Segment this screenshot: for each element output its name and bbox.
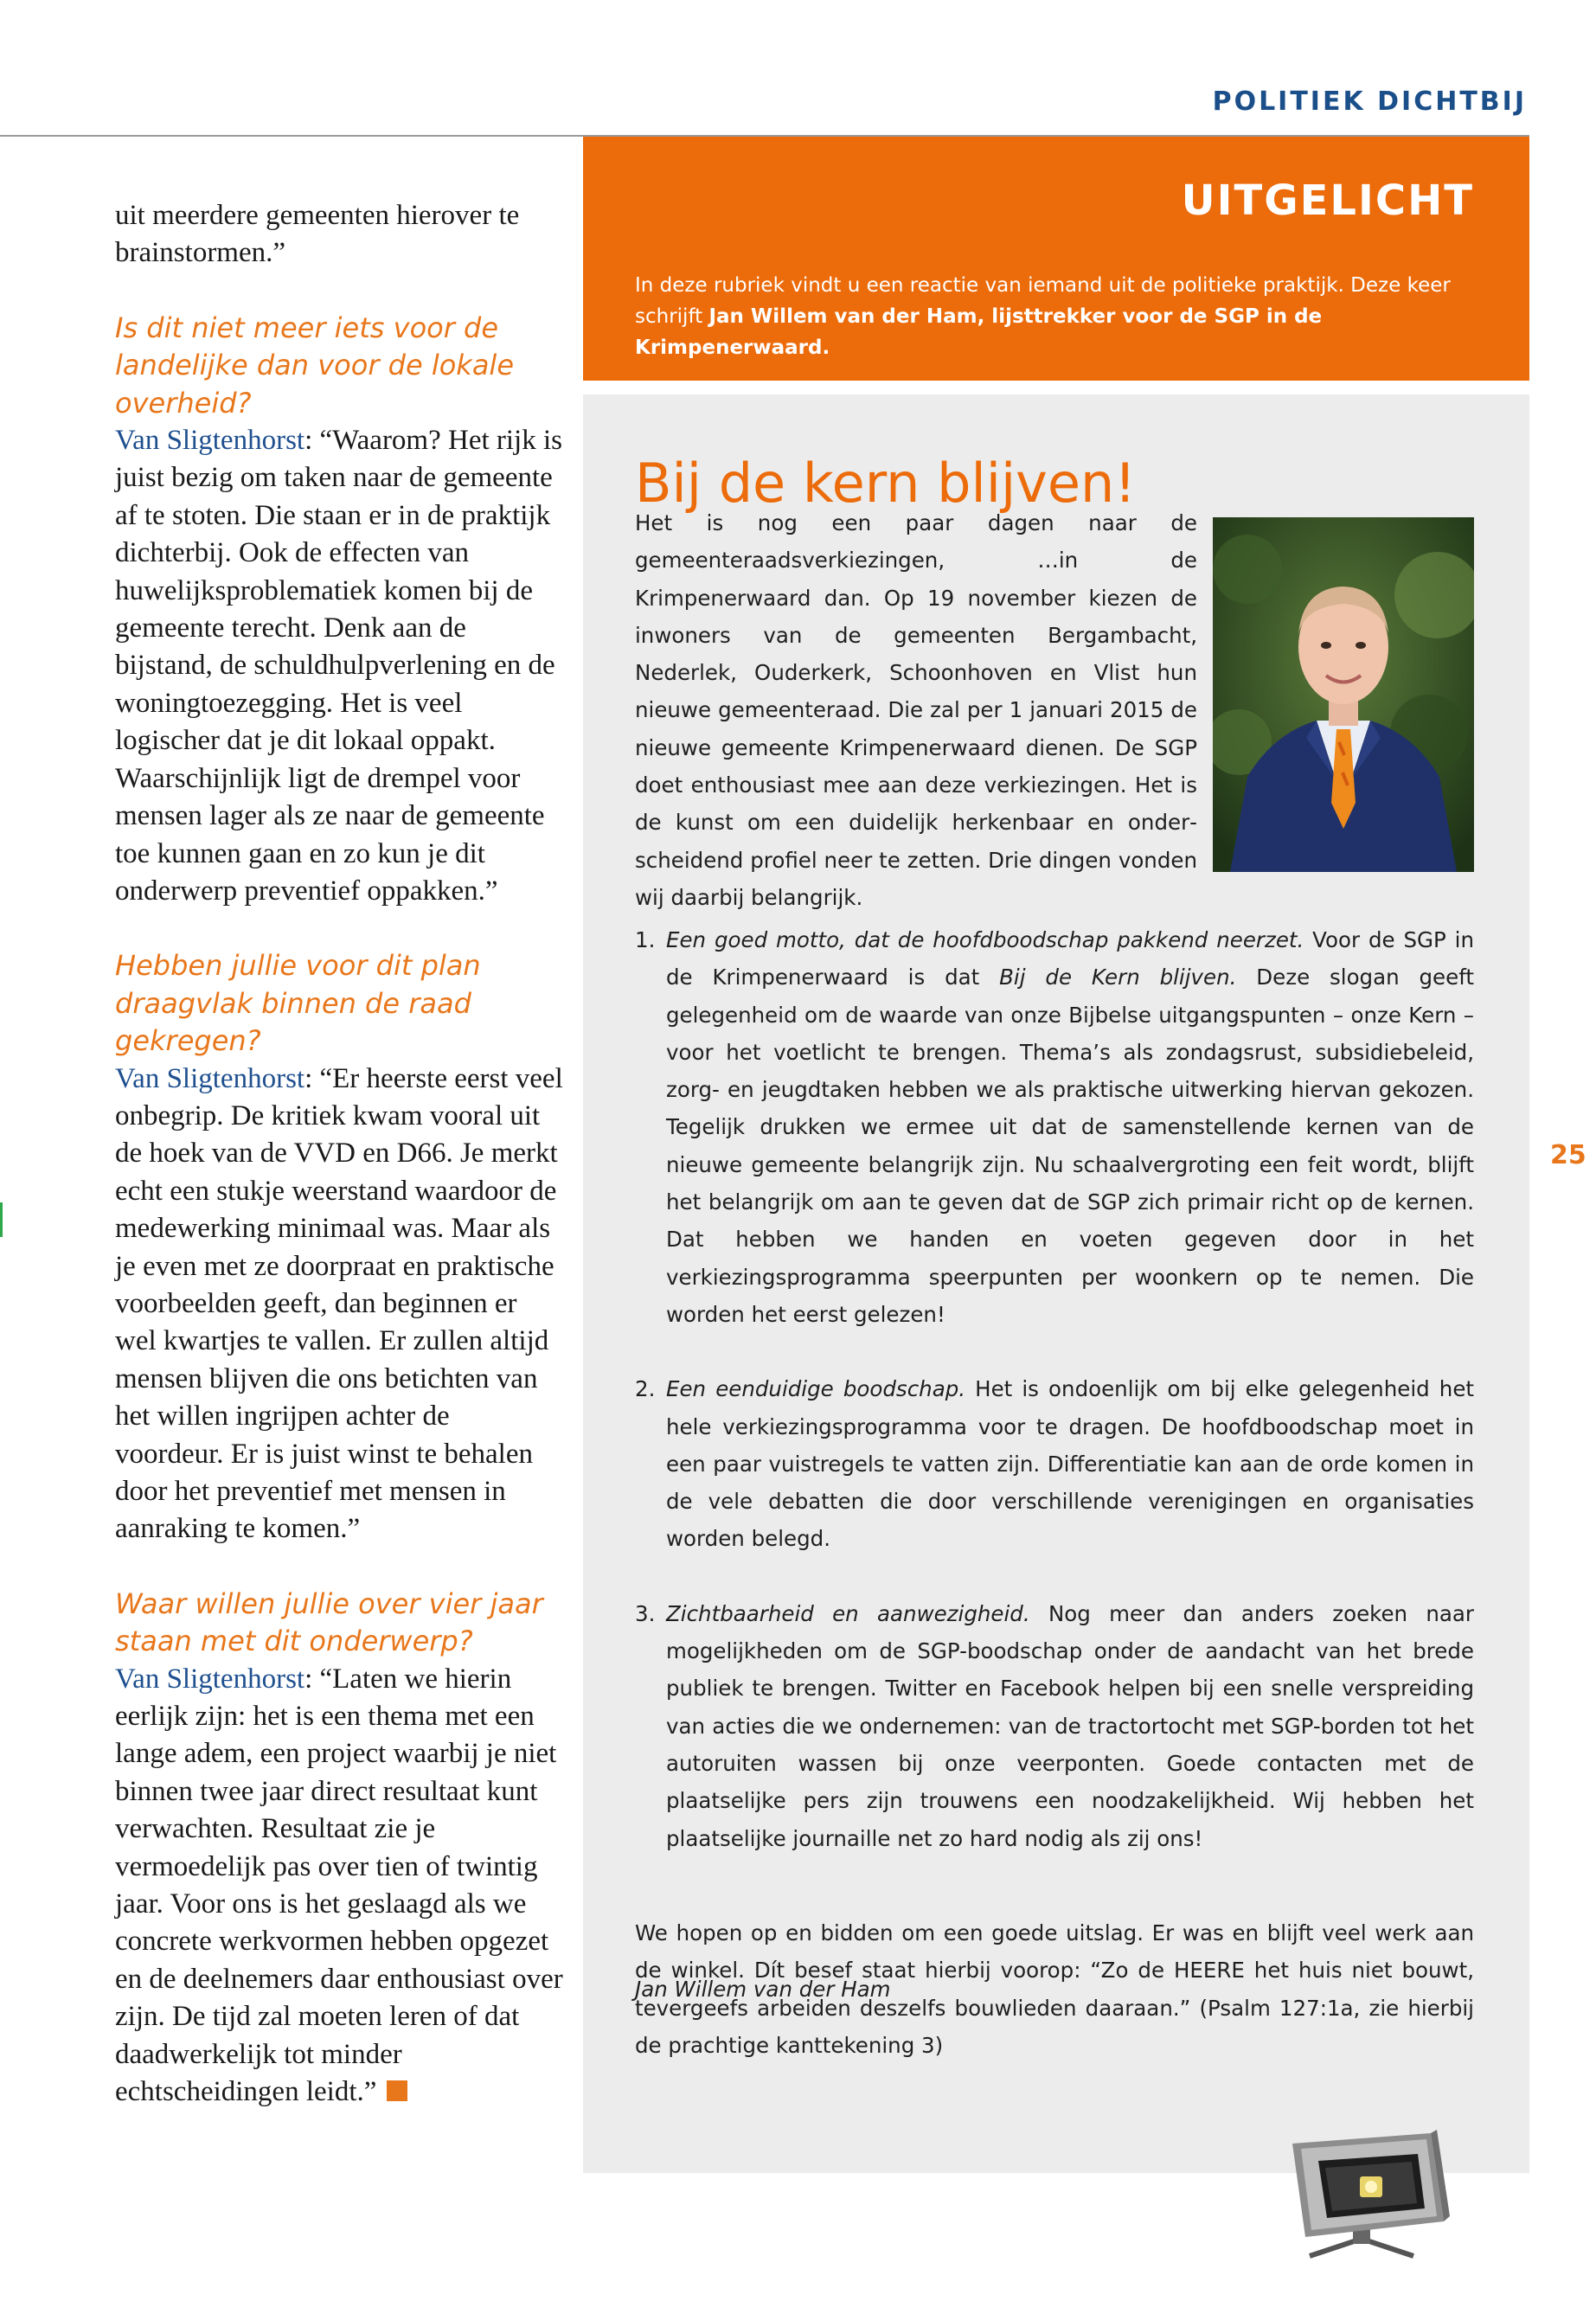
uitgelicht-title: UITGELICHT [1181,176,1474,225]
answer-1 [115,422,565,910]
intro-plain-text: In deze rubriek vindt u een reactie van iemand uit de politieke praktijk. Deze keer schrijft [635,274,1451,328]
list-item [635,1370,1474,1557]
intro-author: Jan Willem van der Ham, lijsttrekker voor de SGP in de Krimpenerwaard. [635,305,1323,359]
portrait-illustration [1213,517,1474,872]
point-text: Het is ondoenlijk om bij elke gelegenheid het hele verkiezingsprogramma voor te dragen. De hoofdboodschap moet in een paar vuistregels te vatten zijn. Differentiatie kan aan de orde komen in de vele debatten die door verschillende verenigingen en organisaties worden belegd. [666,1376,1474,1552]
answer-3-text: : “Laten we hierin eerlijk zijn: het is een thema met een lange adem, een project waarbij je niet binnen twee jaar direct resultaat kunt verwachten. Resultaat zie je vermoedelijk pas over tien of twintig jaar. Voor ons is het geslaagd als we concrete werkvormen hebben opgezet en de deelnemers daar enthousiast over zijn. De tijd zal moeten leren of dat daadwerkelijk tot minder echtscheidingen leidt.” [115,1663,563,2108]
spotlight-image [1258,2126,1465,2265]
article-title: Bij de kern blijven! [635,451,1137,515]
page-number: 25 [1550,1140,1586,1170]
answer-1-text: : “Waarom? Het rijk is juist bezig om taken naar de gemeente af te stoten. Die staan er in de praktijk dichterbij. Ook de effecten van huwelijksproblematiek komen bij de gemeente terecht. Denk aan de bijstand, de schuldhulpverlening en de woningtoezegging. Het is veel logischer dat je dit lokaal oppakt. Waarschijnlijk ligt de drempel voor mensen lager als ze naar de gemeente toe kunnen gaan en zo kun je dit onderwerp preventief oppakken.” [115,425,562,907]
question-2: Hebben jullie voor dit plan draagvlak binnen de raad gekregen? [115,949,481,1058]
speaker-name: Van Sligtenhorst [115,425,305,457]
answer-3 [115,1661,565,2112]
closing-paragraph: We hopen op en bidden om een goede uitslag. Er was en blijft veel werk aan de winkel. Dít besef staat hierbij voorop: “Zo de HEERE het huis niet bouwt, tevergeefs arbeiden deszelfs bouwlieden daaraan.” (Psalm 127:1a, zie hierbij de prachtige kanttekening 3) [635,1920,1474,2058]
point-lead: Een goed motto, dat de hoofdboodschap pakkend neerzet. [666,927,1304,952]
interview-column [115,197,565,2112]
divider-strip [583,381,1529,394]
question-3: Waar willen jullie over vier jaar staan met dit onderwerp? [115,1586,543,1658]
point-text: Voor de SGP in de Krimpenerwaard is dat [666,927,1474,990]
author-portrait-photo [1213,517,1474,872]
author-signature: Jan Willem van der Ham [635,1977,891,2002]
answer-2-text: : “Er heerste eerst veel onbegrip. De kritiek kwam vooral uit de hoek van de VVD en D66. Je merkt echt een stukje weerstand waardoor de medewerking minimaal was. Maar als je even met ze doorpraat en praktische voorbeelden geeft, dan beginnen er wel kwartjes te vallen. Er zullen altijd mensen blijven die ons betichten van het willen ingrijpen achter de voordeur. Er is juist winst te behalen door het preventief met mensen in aanraking te komen.” [115,1062,563,1545]
list-number: 1. [635,927,656,952]
floodlight-icon [1258,2126,1465,2265]
point-text: Nog meer dan anders zoeken naar mogelijkheden om de SGP-boodschap onder de aandacht van het brede publiek te brengen. Twitter en Facebook helpen bij een snelle verspreiding van acties die we ondernemen: van de tractortocht met SGP-borden tot het autoruiten wassen bij onze veerponten. Goede contacten met de plaatselijke pers zijn trouwens een noodzakelijkheid. Wij hebben het plaatselijke journaille net zo hard nodig als zij ons! [666,1600,1474,1851]
end-of-article-square-icon [387,2080,407,2101]
key-points-list [635,921,1474,1894]
question-1: Is dit niet meer iets voor de landelijke dan voor de lokale overheid? [115,311,514,420]
answer-2 [115,1061,565,1548]
speaker-name: Van Sligtenhorst [115,1062,305,1094]
point-text-continued: Deze slogan geeft gelegenheid om de waarde van onze Bijbelse uitgangspunten – onze Kern – voor het voetlicht te brengen. Thema’s als zondagsrust, subsidiebeleid, zorg- en jeugdtaken hebben we als praktische uitwerking hiervan gekozen. Tegelijk drukken we ermee uit dat de samenstellende kernen van de nieuwe gemeente belangrijk zijn. Nu schaalvergroting een feit wordt, blijft het belangrijk om aan te geven dat de SGP zich primair richt op de kernen. Dat hebben we handen en voeten gegeven door in het verkiezingsprogramma speerpunten per woonkern op te nemen. Die worden het eerst gelezen! [666,965,1474,1327]
list-number: 2. [635,1376,656,1402]
uitgelicht-sidebar [583,137,1529,2173]
list-number: 3. [635,1600,656,1626]
edge-color-mark [0,1202,3,1237]
point-slogan: Bij de Kern blijven. [999,965,1237,990]
list-item [635,921,1474,1333]
uitgelicht-intro [635,270,1465,363]
article-intro-paragraph: Het is nog een paar dagen naar de gemeenteraadsverkiezingen, …in de Krimpenerwaard dan. Op 19 november kiezen de inwoners van de gemeenten Bergambacht, Nederlek, Ouderkerk, Schoonhoven en Vlist hun nieuwe gemeenteraad. Die zal per 1 januari 2015 de nieuwe gemeente Krimpenerwaard dienen. De SGP doet enthousiast mee aan deze verkiezingen. Het is de kunst om een duidelijk herkenbaar en onderscheidend profiel neer te zetten. Drie dingen vonden wij daarbij belangrijk. [635,510,1197,910]
point-lead: Zichtbaarheid en aanwezigheid. [666,1600,1030,1626]
speaker-name: Van Sligtenhorst [115,1663,305,1695]
paragraph-continued: uit meerdere gemeenten hierover te brainstormen.” [115,200,520,269]
point-lead: Een eenduidige boodschap. [666,1376,966,1402]
list-item [635,1595,1474,1857]
uitgelicht-header-box [583,137,1529,381]
section-header-title: POLITIEK DICHTBIJ [1212,87,1527,117]
